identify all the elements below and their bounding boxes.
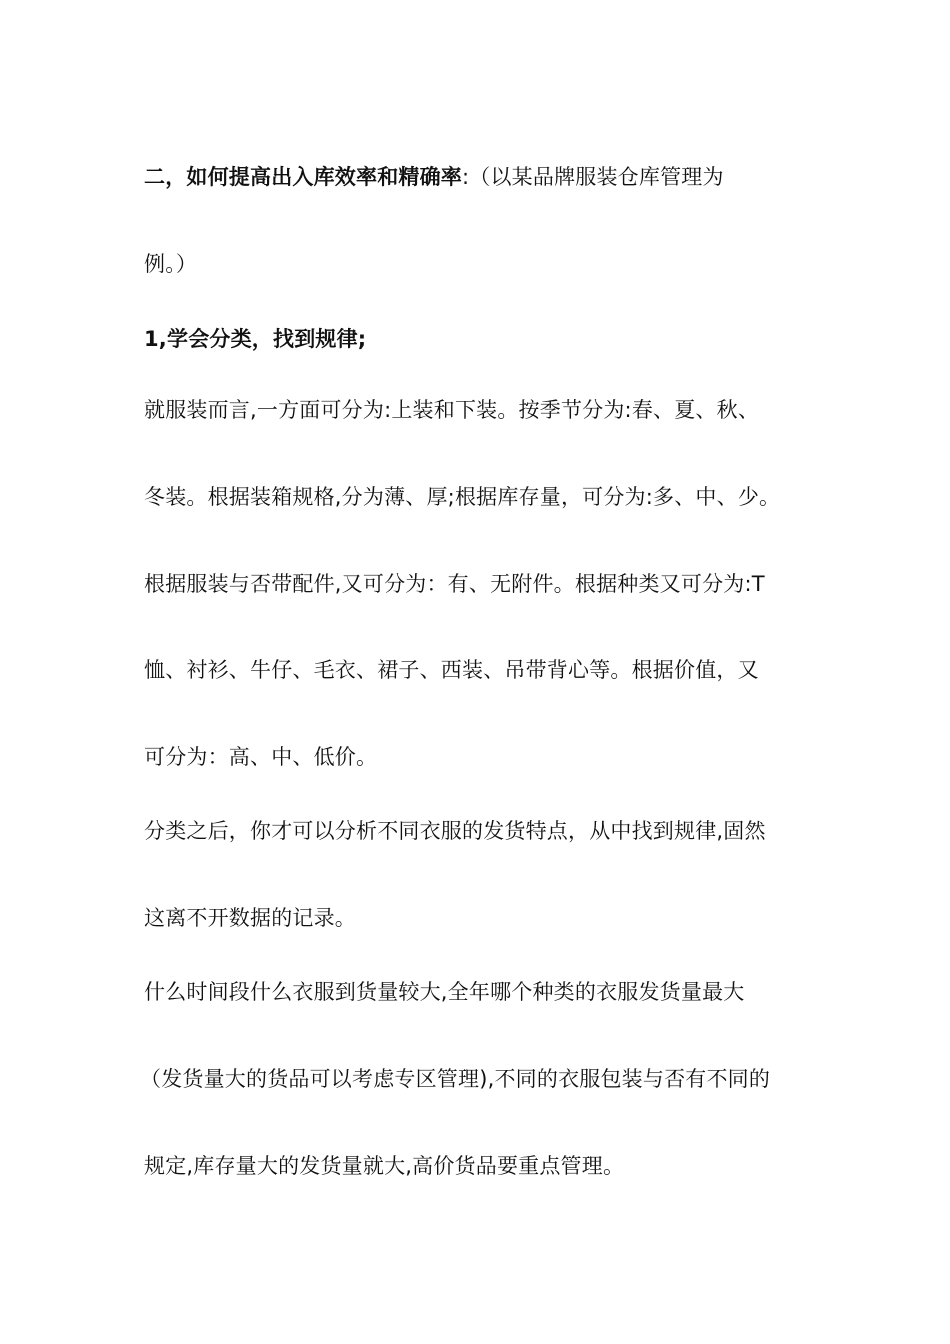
subheading: 1,学会分类，找到规律; (144, 327, 367, 351)
paragraph-line: 分类之后，你才可以分析不同衣服的发货特点，从中找到规律,固然 (144, 819, 766, 843)
paragraph-line: 恤、衬衫、牛仔、毛衣、裙子、西装、吊带背心等。根据价值，又 (144, 658, 759, 682)
section-heading-note: :（以某品牌服装仓库管理为 (462, 165, 724, 189)
section-heading-continuation: 例。） (144, 252, 198, 276)
paragraph-line: 冬装。根据装箱规格,分为薄、厚;根据库存量，可分为:多、中、少。 (144, 485, 781, 509)
paragraph-line: 规定,库存量大的发货量就大,高价货品要重点管理。 (144, 1154, 625, 1178)
paragraph-line: 这离不开数据的记录。 (144, 906, 356, 930)
paragraph-line: 什么时间段什么衣服到货量较大,全年哪个种类的衣服发货量最大 (144, 980, 745, 1004)
paragraph-line: 就服装而言,一方面可分为:上装和下装。按季节分为:春、夏、秋、 (144, 398, 760, 422)
paragraph-line: 可分为：高、中、低价。 (144, 745, 378, 769)
paragraph-line: （发货量大的货品可以考虑专区管理),不同的衣服包装与否有不同的 (140, 1067, 771, 1091)
section-heading-bold: 二，如何提高出入库效率和精确率 (144, 165, 462, 189)
paragraph-line: 根据服装与否带配件,又可分为：有、无附件。根据种类又可分为:T (144, 572, 765, 596)
section-heading (144, 163, 834, 191)
